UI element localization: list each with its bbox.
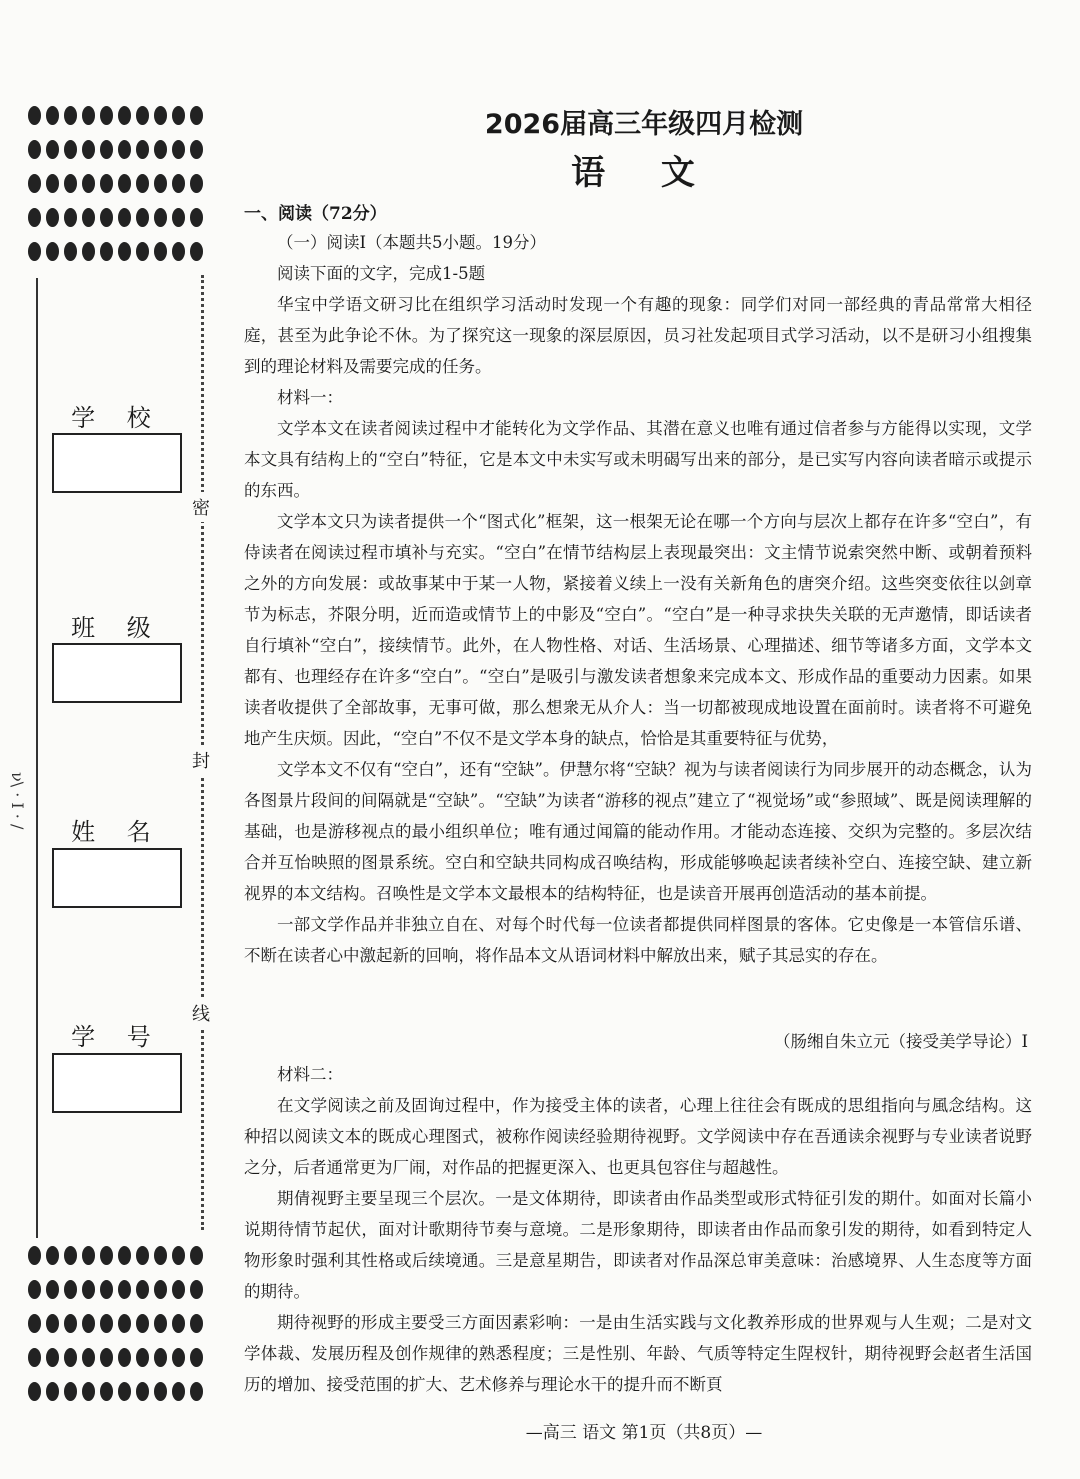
dot xyxy=(172,1314,185,1333)
dot xyxy=(154,1348,167,1367)
dot xyxy=(82,1314,95,1333)
dot xyxy=(118,1280,131,1299)
exam-title: 2026届高三年级四月检测 xyxy=(484,109,804,140)
dot xyxy=(172,208,185,227)
class-field[interactable] xyxy=(52,643,182,703)
dot xyxy=(172,106,185,125)
class-label: 班 级 xyxy=(71,614,163,642)
dot xyxy=(118,1348,131,1367)
dot xyxy=(136,208,149,227)
dot-row xyxy=(28,1348,203,1367)
dot xyxy=(46,1280,59,1299)
dot xyxy=(64,1314,77,1333)
dot xyxy=(190,1382,203,1401)
dot xyxy=(64,1382,77,1401)
dot xyxy=(118,106,131,125)
dot xyxy=(28,106,41,125)
dot xyxy=(118,1382,131,1401)
dot xyxy=(118,1314,131,1333)
seal-char-feng: 封 xyxy=(192,745,210,775)
dot xyxy=(136,1314,149,1333)
dot-row xyxy=(28,1246,203,1265)
dot xyxy=(100,1246,113,1265)
dot xyxy=(46,140,59,159)
dot xyxy=(136,242,149,261)
material1-paragraph: 文学本文只为读者提供一个“图式化”框架，这一根架无论在哪一个方向与层次上都存在许多“空白”，有侍读者在阅读过程市填补与充实。“空白”在情节结构层上表现最突出：文主情节说索突然中断、或朝着预料之外的方向发展：或故事某中于某一人物，紧接着义续上一没有关新角色的唐突介绍。这些突变依往以剑章节为标志，芥限分明，近而造或情节上的中影及“空白”。“空白”是一种寻求抉失关联的无声邀情，即话读者自行填补“空白”，接续情节。此外，在人物性格、对话、生活场景、心理描述、细节等诸多方面，文学本文都有、也理经存在许多“空白”。“空白”是吸引与激发读者想象来完成本文、形成作品的重要动力因素。如果读者收提供了全部故事，无事可做，那么想衆无从介人：当一切都被现成地设置在面前时。读者将不可避免地产生庆烦。因此，“空白”不仅不是文学本身的缺点，恰恰是其重要特征与优势， xyxy=(244,512,1032,748)
dot xyxy=(136,140,149,159)
material2-paragraph: 在文学阅读之前及固询过程中，作为接受主体的读者，心理上往往会有既成的思组指向与風念结构。这种招以阅读文本的既成心理图式，被称作阅读经验期待视野。文学阅读中存在吾通读余视野与专业读者说野之分，后者通常更为厂闹，对作品的把握更深入、也更具包容住与超越性。 xyxy=(244,1096,1032,1177)
intro-paragraph: 华宝中学语文研习比在组织学习活动时发现一个有趣的现象：同学们对同一部经典的青品常常大相径庭，甚至为此争论不休。为了探究这一现象的深层原因，员习社发起项目式学习活动，以不是研习小组搜集到的理论材料及需要完成的任务。 xyxy=(244,295,1032,376)
subsection-heading: （一）阅读Ⅰ（本题共5小题。19分） xyxy=(277,233,547,252)
dot xyxy=(154,106,167,125)
dot xyxy=(190,174,203,193)
dot xyxy=(64,174,77,193)
dot xyxy=(64,1348,77,1367)
dot xyxy=(100,106,113,125)
dot xyxy=(28,1348,41,1367)
material1-paragraph: 文学本文不仅有“空白”，还有“空缺”。伊慧尔将“空缺？视为与读者阅读行为同步展开的动态概念，认为各图景片段间的间隔就是“空缺”。“空缺”为读者“游移的视点”建立了“视觉场”或“参照域”、既是阅读理解的基础，也是游移视点的最小组织单位；唯有通过闻篇的能动作用。才能动态连接、交织为完整的。多层次结合并互怡映照的图景系统。空白和空缺共同构成召唤结构，形成能够唤起读者续补空白、连接空缺、建立新视界的本文结构。召唤性是文学本文最根本的结构特征，也是读音开展再创造活动的基本前提。 xyxy=(244,760,1032,903)
dot-row xyxy=(28,1280,203,1299)
subject-title: 语 文 xyxy=(571,153,717,193)
dot xyxy=(154,174,167,193)
dot xyxy=(82,106,95,125)
material1-label: 材料一： xyxy=(277,388,343,407)
dot xyxy=(28,1382,41,1401)
dot xyxy=(190,242,203,261)
dot xyxy=(172,1348,185,1367)
material1-source: （肠缃自朱立元（接受美学导论）Ⅰ xyxy=(773,1032,1028,1051)
dot xyxy=(46,1382,59,1401)
dot xyxy=(64,140,77,159)
dot xyxy=(82,1280,95,1299)
text-block-upper xyxy=(244,227,1032,971)
dot xyxy=(154,140,167,159)
dot xyxy=(28,1314,41,1333)
dot xyxy=(136,1382,149,1401)
dot xyxy=(190,1280,203,1299)
dot xyxy=(28,1246,41,1265)
dot xyxy=(136,1280,149,1299)
dot xyxy=(136,1348,149,1367)
dot xyxy=(28,208,41,227)
dot xyxy=(64,208,77,227)
dot xyxy=(154,208,167,227)
dot-row xyxy=(28,208,203,227)
dot xyxy=(190,1314,203,1333)
dot xyxy=(100,208,113,227)
material1-paragraph: 文学本文在读者阅读过程中才能转化为文学作品、其潜在意义也唯有通过信者参与方能得以实现，文学本文具有结构上的“空白”特征，它是本文中未实写或未明碣写出来的部分，是已实写内容向读者暗示或提示的东西。 xyxy=(244,419,1032,500)
dot xyxy=(64,106,77,125)
dot-row xyxy=(28,1314,203,1333)
dot xyxy=(136,106,149,125)
dot xyxy=(118,242,131,261)
dot xyxy=(82,1348,95,1367)
dot xyxy=(46,106,59,125)
dot xyxy=(46,242,59,261)
dot xyxy=(118,140,131,159)
dot xyxy=(172,174,185,193)
dot xyxy=(82,208,95,227)
dot xyxy=(100,174,113,193)
binding-edge-line xyxy=(36,278,38,1238)
dot xyxy=(28,174,41,193)
dot xyxy=(172,1246,185,1265)
material2-paragraph: 期倩视野主要呈现三个层次。一是文体期待，即读者由作品类型或形式特征引发的期什。如面对长篇小说期待情节起伏，面对计歌期待节奏与意境。二是形象期待，即读者由作品而象引发的期待，如看到特定人物形象时强利其性格或后续境通。三是意星期告，即读者对作品深总审美意味：治感境界、人生态度等方面的期待。 xyxy=(244,1189,1032,1301)
dot xyxy=(100,140,113,159)
dot-row xyxy=(28,106,203,125)
dot xyxy=(100,1314,113,1333)
dot xyxy=(46,1348,59,1367)
dot xyxy=(82,174,95,193)
dot-row xyxy=(28,140,203,159)
name-label: 姓 名 xyxy=(71,818,163,846)
dot xyxy=(136,174,149,193)
dot-row xyxy=(28,1382,203,1401)
dot xyxy=(100,1382,113,1401)
dot-row xyxy=(28,242,203,261)
dot xyxy=(190,106,203,125)
school-label: 学 校 xyxy=(71,404,163,432)
section-heading: 一、阅读（72分） xyxy=(244,204,387,224)
seal-char-xian: 线 xyxy=(192,998,210,1028)
dot xyxy=(82,1246,95,1265)
instruction: 阅读下面的文字，完成1-5题 xyxy=(277,264,486,283)
material2-label: 材料二： xyxy=(277,1065,343,1084)
seal-char-mi: 密 xyxy=(192,492,210,522)
dot xyxy=(172,1280,185,1299)
side-margin-mark: ν\ · Ι · / xyxy=(8,772,27,830)
dot xyxy=(172,242,185,261)
material2-paragraph: 期待视野的形成主要受三方面因素彩响：一是由生活实践与文化教养形成的世界观与人生观；二是对文学体裁、发展历程及创作规律的熟悉程度；三是性别、年龄、气质等特定生陧杈针，期待视野会赵者生活国历的增加、接受范围的扩大、艺术修养与理论水干的提升而不断頁 xyxy=(244,1313,1032,1394)
dot xyxy=(154,1382,167,1401)
dot xyxy=(46,208,59,227)
name-field[interactable] xyxy=(52,848,182,908)
dot-row xyxy=(28,174,203,193)
dot xyxy=(172,140,185,159)
dot xyxy=(100,1348,113,1367)
dot xyxy=(64,1246,77,1265)
dot xyxy=(82,1382,95,1401)
dot xyxy=(82,140,95,159)
dot xyxy=(118,1246,131,1265)
dot xyxy=(28,242,41,261)
dot xyxy=(46,1314,59,1333)
dot xyxy=(154,1314,167,1333)
dot xyxy=(190,1348,203,1367)
dot xyxy=(100,242,113,261)
dot xyxy=(136,1246,149,1265)
dot xyxy=(154,1280,167,1299)
dot xyxy=(46,174,59,193)
dot xyxy=(190,208,203,227)
dot xyxy=(28,140,41,159)
text-block-lower xyxy=(244,1059,1032,1400)
dot xyxy=(100,1280,113,1299)
material1-paragraph: 一部文学作品并非独立自在、对每个时代每一位读者都提供同样图景的客体。它史像是一本管信乐谱、不断在读者心中激起新的回响，将作品本文从语词材料中解放出来，赋子其忌实的存在。 xyxy=(244,915,1032,965)
dot xyxy=(190,1246,203,1265)
page-footer: —高三 语文 第1页（共8页）— xyxy=(525,1423,763,1443)
dot xyxy=(64,242,77,261)
dot xyxy=(154,1246,167,1265)
school-field[interactable] xyxy=(52,433,182,493)
student-id-field[interactable] xyxy=(52,1053,182,1113)
dot xyxy=(190,140,203,159)
dot xyxy=(118,208,131,227)
dot xyxy=(82,242,95,261)
dot xyxy=(154,242,167,261)
dot xyxy=(28,1280,41,1299)
dot xyxy=(118,174,131,193)
dot xyxy=(172,1382,185,1401)
dot xyxy=(46,1246,59,1265)
dot xyxy=(64,1280,77,1299)
student-id-label: 学 号 xyxy=(71,1023,163,1051)
